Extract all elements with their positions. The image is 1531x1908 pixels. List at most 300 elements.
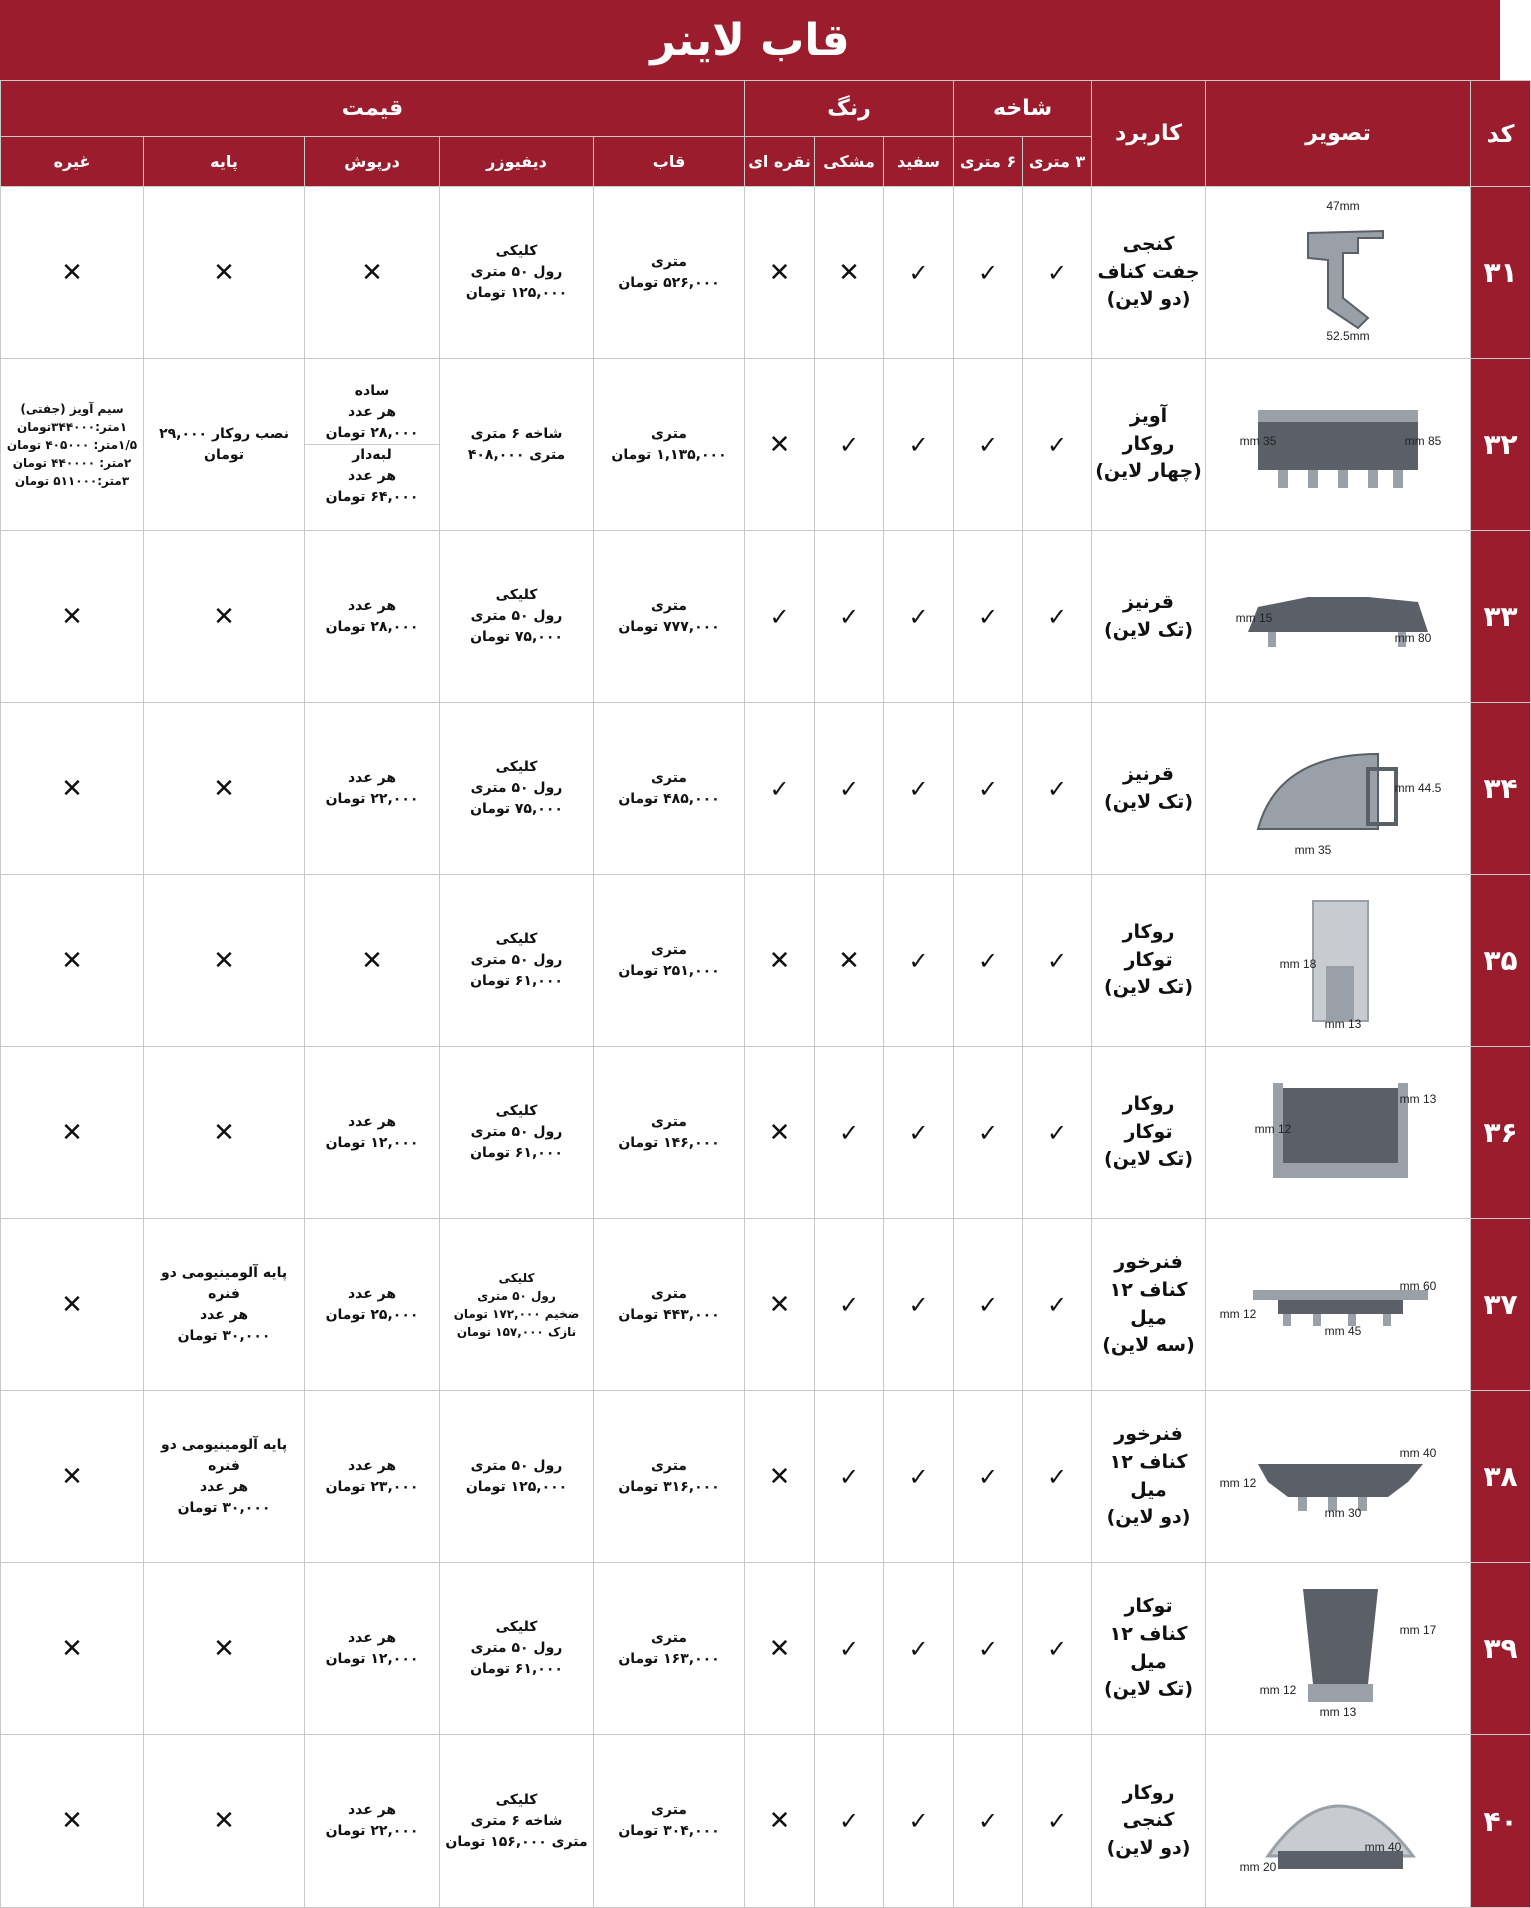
diffuser-price-cell <box>440 1735 594 1908</box>
cell-line: روکار <box>1122 921 1175 944</box>
profile-image <box>1206 187 1471 359</box>
profile-image <box>1206 1391 1471 1563</box>
color-silver-cell: ✕ <box>745 359 815 531</box>
cell-line: ساده <box>354 383 390 399</box>
cell-line: رول ۵۰ متری <box>470 1640 563 1656</box>
row-code: ۳۷ <box>1471 1219 1531 1391</box>
cell-line: ۶۴,۰۰۰ تومان <box>325 489 419 505</box>
driver-split <box>305 381 439 508</box>
diffuser-price-cell <box>440 187 594 359</box>
cell-line: رول ۵۰ متری <box>470 608 563 624</box>
color-white-cell: ✓ <box>884 1391 954 1563</box>
branch-3m-cell: ✓ <box>1023 1219 1092 1391</box>
header-branch: شاخه <box>954 81 1092 137</box>
table-row <box>1 359 1531 531</box>
usage-cell <box>1092 1391 1206 1563</box>
cell-line: پایه آلومینیومی دو فنره <box>160 1264 288 1302</box>
branch-6m-cell: ✓ <box>954 875 1023 1047</box>
cell-line: ۱۲۵,۰۰۰ تومان <box>465 285 568 301</box>
profile-drawing <box>1218 370 1458 520</box>
table-row <box>1 1391 1531 1563</box>
cell-line: جفت کناف <box>1097 260 1200 283</box>
driver-price-cell <box>305 1219 440 1391</box>
cell-line: کنجی <box>1122 1809 1175 1832</box>
color-white-cell: ✓ <box>884 187 954 359</box>
cell-line: رول ۵۰ متری <box>477 1288 556 1303</box>
profile-image <box>1206 875 1471 1047</box>
color-white-cell: ✓ <box>884 703 954 875</box>
branch-3m-cell: ✓ <box>1023 1563 1092 1735</box>
table-row <box>1 875 1531 1047</box>
cell-line: ۳۰,۰۰۰ تومان <box>177 1327 271 1344</box>
usage-cell <box>1092 531 1206 703</box>
dimension-label: 40 mm <box>1364 1840 1402 1854</box>
header-code: کد <box>1471 81 1531 187</box>
diffuser-price-cell <box>440 1047 594 1219</box>
color-silver-cell: ✓ <box>745 531 815 703</box>
cell-line: ۱,۱۳۵,۰۰۰ تومان <box>611 446 727 463</box>
cell-line: ۱۲,۰۰۰ تومان <box>325 1650 419 1667</box>
cell-line: (تک لاین) <box>1104 1678 1193 1701</box>
dimension-label: 35 mm <box>1294 842 1332 857</box>
row-code: ۳۸ <box>1471 1391 1531 1563</box>
header-usage: کاربرد <box>1092 81 1206 187</box>
cell-line: رول ۵۰ متری <box>470 952 563 968</box>
branch-6m-cell: ✓ <box>954 531 1023 703</box>
profile-drawing <box>1218 714 1458 864</box>
color-black-cell: ✓ <box>815 1219 884 1391</box>
cell-line: کلیکی <box>498 1270 535 1285</box>
cell-line: ضخیم ۱۷۲,۰۰۰ تومان <box>453 1306 580 1321</box>
frame-price-cell <box>594 1391 745 1563</box>
cell-line: هر عدد <box>347 769 397 786</box>
other-price-cell: ✕ <box>1 703 144 875</box>
color-black-cell: ✓ <box>815 1047 884 1219</box>
profile-image <box>1206 1219 1471 1391</box>
cell-line: لبه‌دار <box>352 447 392 463</box>
driver-price-cell: ✕ <box>305 875 440 1047</box>
cell-line: ۲متر: ۴۴۰۰۰۰ تومان <box>12 455 132 470</box>
usage-cell <box>1092 359 1206 531</box>
color-black-cell: ✕ <box>815 875 884 1047</box>
dimension-label: 12 mm <box>1219 1475 1257 1490</box>
cell-line: ۶۱,۰۰۰ تومان <box>470 1661 563 1677</box>
header-color: رنگ <box>745 81 954 137</box>
header-base: پایه <box>144 137 305 187</box>
other-price-cell: ✕ <box>1 187 144 359</box>
branch-3m-cell: ✓ <box>1023 703 1092 875</box>
cell-line: کلیکی <box>495 587 538 603</box>
header-driver: درپوش <box>305 137 440 187</box>
header-branch-6m: ۶ متری <box>954 137 1023 187</box>
cell-line: هر عدد <box>347 1285 397 1302</box>
branch-3m-cell: ✓ <box>1023 187 1092 359</box>
color-silver-cell: ✕ <box>745 1563 815 1735</box>
row-code: ۳۶ <box>1471 1047 1531 1219</box>
cell-line: توکار <box>1124 1595 1173 1618</box>
row-code: ۳۲ <box>1471 359 1531 531</box>
profile-image <box>1206 359 1471 531</box>
driver-price-cell <box>305 1735 440 1908</box>
cell-line: ۳۱۶,۰۰۰ تومان <box>618 1478 720 1495</box>
cell-line: کلیکی <box>495 759 538 775</box>
cell-line: قرنیز <box>1123 590 1175 613</box>
branch-6m-cell: ✓ <box>954 1735 1023 1908</box>
base-price-cell: ✕ <box>144 875 305 1047</box>
dimension-label: 35 mm <box>1239 433 1277 448</box>
other-price-cell: ✕ <box>1 531 144 703</box>
branch-3m-cell: ✓ <box>1023 531 1092 703</box>
usage-cell <box>1092 187 1206 359</box>
profile-drawing <box>1218 1574 1458 1724</box>
cell-line: ۲۲,۰۰۰ تومان <box>325 1823 419 1839</box>
cell-line: ۶۱,۰۰۰ تومان <box>470 1145 563 1161</box>
cell-line: (دو لاین) <box>1106 1506 1191 1529</box>
color-black-cell: ✓ <box>815 1391 884 1563</box>
dimension-label: 12 mm <box>1219 1306 1257 1321</box>
frame-price-cell <box>594 187 745 359</box>
cell-line: متری <box>651 1285 687 1302</box>
table-row <box>1 1047 1531 1219</box>
cell-line: (سه لاین) <box>1102 1334 1195 1357</box>
base-price-cell: ✕ <box>144 1563 305 1735</box>
cell-line: ۷۵,۰۰۰ تومان <box>470 629 563 645</box>
cell-line: متری ۴۰۸,۰۰۰ <box>467 446 566 463</box>
other-price-cell: ✕ <box>1 1391 144 1563</box>
profile-drawing <box>1218 886 1458 1036</box>
cell-line: هر عدد <box>199 1478 249 1495</box>
cell-line: رول ۵۰ متری <box>470 780 563 796</box>
other-price-cell: ✕ <box>1 1735 144 1908</box>
base-price-cell <box>144 1219 305 1391</box>
profile-drawing <box>1218 542 1458 692</box>
cell-line: سیم آویز (جفتی) <box>20 401 124 416</box>
base-price-cell: ✕ <box>144 703 305 875</box>
frame-price-cell <box>594 1219 745 1391</box>
frame-price-cell <box>594 703 745 875</box>
color-white-cell: ✓ <box>884 1563 954 1735</box>
cell-line: (تک لاین) <box>1104 618 1193 641</box>
branch-6m-cell: ✓ <box>954 1563 1023 1735</box>
dimension-label: 13 mm <box>1324 1016 1362 1031</box>
frame-price-cell <box>594 875 745 1047</box>
usage-cell <box>1092 1047 1206 1219</box>
header-branch-3m: ۳ متری <box>1023 137 1092 187</box>
base-price-cell: ✕ <box>144 1047 305 1219</box>
dimension-label: 40 mm <box>1399 1445 1437 1460</box>
other-price-cell <box>1 359 144 531</box>
cell-line: (تک لاین) <box>1104 1148 1193 1171</box>
table-row <box>1 1735 1531 1908</box>
cell-line: ۳۰,۰۰۰ تومان <box>177 1499 271 1516</box>
cell-line: ۳۰۴,۰۰۰ تومان <box>618 1823 720 1839</box>
driver-price-cell <box>305 703 440 875</box>
cell-line: متری <box>651 253 687 270</box>
diffuser-price-cell <box>440 1391 594 1563</box>
color-white-cell: ✓ <box>884 1047 954 1219</box>
usage-cell <box>1092 1563 1206 1735</box>
profile-drawing <box>1218 1402 1458 1552</box>
profile-image <box>1206 1047 1471 1219</box>
dimension-label: 30 mm <box>1324 1505 1362 1520</box>
dimension-label: 47mm <box>1326 198 1360 213</box>
cell-line: ۲۵۱,۰۰۰ تومان <box>618 962 720 979</box>
base-price-cell: ✕ <box>144 187 305 359</box>
color-silver-cell: ✕ <box>745 1391 815 1563</box>
cell-line: متری <box>651 1457 687 1474</box>
cell-line: روکار <box>1122 432 1175 455</box>
row-code: ۳۱ <box>1471 187 1531 359</box>
cell-line: (تک لاین) <box>1104 790 1193 813</box>
table-row <box>1 187 1531 359</box>
frame-price-cell <box>594 359 745 531</box>
branch-6m-cell: ✓ <box>954 359 1023 531</box>
header-frame: قاب <box>594 137 745 187</box>
cell-line: ۴۸۵,۰۰۰ تومان <box>618 790 720 807</box>
cell-line: ۱۶۳,۰۰۰ تومان <box>618 1650 720 1667</box>
cell-line: (تک لاین) <box>1104 976 1193 999</box>
cell-line: فنرخور <box>1114 1251 1183 1274</box>
other-price-cell: ✕ <box>1 1219 144 1391</box>
branch-6m-cell: ✓ <box>954 187 1023 359</box>
diffuser-price-cell <box>440 531 594 703</box>
header-black: مشکی <box>815 137 884 187</box>
dimension-label: 80 mm <box>1394 630 1432 645</box>
cell-line: متری <box>651 1113 687 1130</box>
cell-line: متری <box>651 597 687 614</box>
cell-line: متری ۱۵۶,۰۰۰ تومان <box>445 1833 588 1850</box>
row-code: ۳۳ <box>1471 531 1531 703</box>
branch-6m-cell: ✓ <box>954 1219 1023 1391</box>
cell-line: توکار <box>1124 1120 1173 1143</box>
color-black-cell: ✓ <box>815 531 884 703</box>
color-white-cell: ✓ <box>884 1735 954 1908</box>
profile-image <box>1206 1735 1471 1908</box>
frame-price-cell <box>594 1735 745 1908</box>
cell-line: ۲۸,۰۰۰ تومان <box>325 618 419 635</box>
profile-image <box>1206 531 1471 703</box>
base-price-cell: ✕ <box>144 1735 305 1908</box>
other-price-cell: ✕ <box>1 1047 144 1219</box>
profile-drawing <box>1218 1746 1458 1896</box>
cell-line: هر عدد <box>347 404 397 420</box>
branch-3m-cell: ✓ <box>1023 875 1092 1047</box>
cell-line: ۲۲,۰۰۰ تومان <box>325 790 419 807</box>
cell-line: هر عدد <box>347 597 397 614</box>
cell-line: روکار <box>1122 1781 1175 1804</box>
dimension-label: 20 mm <box>1239 1860 1277 1874</box>
dimension-label: 18 mm <box>1279 956 1317 971</box>
cell-line: رول ۵۰ متری <box>470 1124 563 1140</box>
cell-line: کلیکی <box>495 1791 538 1808</box>
driver-price-cell <box>305 359 440 531</box>
profile-image <box>1206 1563 1471 1735</box>
other-price-cell: ✕ <box>1 1563 144 1735</box>
cell-line: کلیکی <box>495 1619 538 1635</box>
cell-line: کلیکی <box>495 1103 538 1119</box>
frame-price-cell <box>594 1563 745 1735</box>
branch-6m-cell: ✓ <box>954 1047 1023 1219</box>
diffuser-price-cell <box>440 1219 594 1391</box>
other-price-cell: ✕ <box>1 875 144 1047</box>
diffuser-price-cell <box>440 703 594 875</box>
profile-drawing <box>1218 1230 1458 1380</box>
dimension-label: 44.5 mm <box>1394 780 1442 795</box>
table-body <box>1 187 1531 1908</box>
cell-line: هر عدد <box>347 1629 397 1646</box>
cell-line: ۶۱,۰۰۰ تومان <box>470 973 563 989</box>
base-price-cell: ✕ <box>144 531 305 703</box>
frame-price-cell <box>594 1047 745 1219</box>
color-white-cell: ✓ <box>884 875 954 1047</box>
cell-line: ۱۲۵,۰۰۰ تومان <box>465 1478 568 1495</box>
cell-line: کلیکی <box>495 243 538 259</box>
usage-cell <box>1092 875 1206 1047</box>
cell-line: ۲۵,۰۰۰ تومان <box>325 1306 419 1323</box>
dimension-label: 60 mm <box>1399 1278 1437 1293</box>
header-other: غیره <box>1 137 144 187</box>
cell-line: ۱متر:۳۴۴۰۰۰تومان <box>16 419 128 434</box>
color-white-cell: ✓ <box>884 1219 954 1391</box>
cell-line: (دو لاین) <box>1106 1836 1191 1859</box>
color-silver-cell: ✓ <box>745 703 815 875</box>
cell-line: ۷۷۷,۰۰۰ تومان <box>618 618 720 635</box>
dimension-label: 13 mm <box>1319 1704 1357 1719</box>
dimension-label: 52.5mm <box>1326 328 1370 343</box>
base-price-cell <box>144 359 305 531</box>
dimension-label: 12 mm <box>1254 1121 1292 1136</box>
title-bar <box>0 0 1500 80</box>
dimension-label: 17 mm <box>1399 1622 1437 1637</box>
color-silver-cell: ✕ <box>745 1735 815 1908</box>
table-row <box>1 531 1531 703</box>
cell-line: ۵۲۶,۰۰۰ تومان <box>618 274 720 291</box>
profile-drawing <box>1218 1058 1458 1208</box>
cell-line: متری <box>651 425 687 442</box>
cell-line: روکار <box>1122 1093 1175 1116</box>
usage-cell <box>1092 1219 1206 1391</box>
cell-line: ۲۳,۰۰۰ تومان <box>325 1478 419 1495</box>
cell-line: کناف ۱۲ میل <box>1109 1622 1188 1673</box>
branch-3m-cell: ✓ <box>1023 1047 1092 1219</box>
cell-line: متری <box>651 941 687 958</box>
color-black-cell: ✓ <box>815 703 884 875</box>
base-price-cell <box>144 1391 305 1563</box>
cell-line: پایه آلومینیومی دو فنره <box>160 1436 288 1474</box>
color-black-cell: ✓ <box>815 359 884 531</box>
cell-line: (دو لاین) <box>1106 288 1191 311</box>
usage-cell <box>1092 703 1206 875</box>
branch-6m-cell: ✓ <box>954 703 1023 875</box>
cell-line: ۳متر:۵۱۱۰۰۰ تومان <box>14 473 130 488</box>
cell-line: نصب روکار ۲۹,۰۰۰ تومان <box>159 425 289 463</box>
profile-drawing <box>1218 198 1458 348</box>
color-silver-cell: ✕ <box>745 1047 815 1219</box>
header-diffuser: دیفیوزر <box>440 137 594 187</box>
cell-line: ۱/۵متر: ۴۰۵۰۰۰ تومان <box>6 437 138 452</box>
driver-price-cell <box>305 1047 440 1219</box>
color-silver-cell: ✕ <box>745 1219 815 1391</box>
frame-price-cell <box>594 531 745 703</box>
driver-price-cell <box>305 531 440 703</box>
row-code: ۳۹ <box>1471 1563 1531 1735</box>
header-price: قیمت <box>1 81 745 137</box>
cell-line: رول ۵۰ متری <box>470 1457 563 1474</box>
color-black-cell: ✓ <box>815 1563 884 1735</box>
color-silver-cell: ✕ <box>745 187 815 359</box>
branch-3m-cell: ✓ <box>1023 1735 1092 1908</box>
color-black-cell: ✓ <box>815 1735 884 1908</box>
cell-line: متری <box>651 769 687 786</box>
dimension-label: 45 mm <box>1324 1323 1362 1338</box>
cell-line: (چهار لاین) <box>1095 460 1202 483</box>
row-code: ۴۰ <box>1471 1735 1531 1908</box>
dimension-label: 85 mm <box>1404 433 1442 448</box>
cell-line: متری <box>651 1802 687 1818</box>
page-title: قاب لاینر <box>650 14 850 66</box>
cell-line: کنجی <box>1122 233 1175 256</box>
dimension-label: 13 mm <box>1399 1091 1437 1106</box>
cell-line: هر عدد <box>199 1306 249 1323</box>
header-white: سفید <box>884 137 954 187</box>
diffuser-price-cell <box>440 359 594 531</box>
dimension-label: 15 mm <box>1235 610 1273 625</box>
cell-line: رول ۵۰ متری <box>470 264 563 280</box>
driver-option-plain <box>305 381 439 444</box>
cell-line: شاخه ۶ متری <box>470 425 563 442</box>
cell-line: توکار <box>1124 948 1173 971</box>
cell-line: کلیکی <box>495 931 538 947</box>
driver-option-edged <box>305 444 439 508</box>
color-white-cell: ✓ <box>884 359 954 531</box>
cell-line: هر عدد <box>347 1457 397 1474</box>
diffuser-price-cell <box>440 875 594 1047</box>
driver-price-cell <box>305 1563 440 1735</box>
cell-line: قرنیز <box>1123 762 1175 785</box>
cell-line: ۱۴۶,۰۰۰ تومان <box>618 1134 720 1151</box>
cell-line: آویز <box>1129 405 1168 428</box>
cell-line: ۱۲,۰۰۰ تومان <box>325 1134 419 1151</box>
color-silver-cell: ✕ <box>745 875 815 1047</box>
profile-image <box>1206 703 1471 875</box>
driver-price-cell: ✕ <box>305 187 440 359</box>
dimension-label: 12 mm <box>1259 1682 1297 1697</box>
table-row <box>1 703 1531 875</box>
cell-line: کناف ۱۲ میل <box>1109 1450 1188 1501</box>
branch-3m-cell: ✓ <box>1023 359 1092 531</box>
cell-line: هر عدد <box>347 468 397 484</box>
cell-line: نازک ۱۵۷,۰۰۰ تومان <box>456 1324 577 1339</box>
branch-6m-cell: ✓ <box>954 1391 1023 1563</box>
cell-line: متری <box>651 1629 687 1646</box>
color-white-cell: ✓ <box>884 531 954 703</box>
cell-line: فنرخور <box>1114 1423 1183 1446</box>
color-black-cell: ✕ <box>815 187 884 359</box>
usage-cell <box>1092 1735 1206 1908</box>
header-image: تصویر <box>1206 81 1471 187</box>
cell-line: کناف ۱۲ میل <box>1109 1278 1188 1329</box>
table-row <box>1 1563 1531 1735</box>
header-silver: نقره ای <box>745 137 815 187</box>
cell-line: هر عدد <box>347 1802 397 1818</box>
row-code: ۳۴ <box>1471 703 1531 875</box>
table-row <box>1 1219 1531 1391</box>
cell-line: هر عدد <box>347 1113 397 1130</box>
cell-line: ۷۵,۰۰۰ تومان <box>470 801 563 817</box>
cell-line: شاخه ۶ متری <box>470 1812 563 1829</box>
driver-price-cell <box>305 1391 440 1563</box>
row-code: ۳۵ <box>1471 875 1531 1047</box>
